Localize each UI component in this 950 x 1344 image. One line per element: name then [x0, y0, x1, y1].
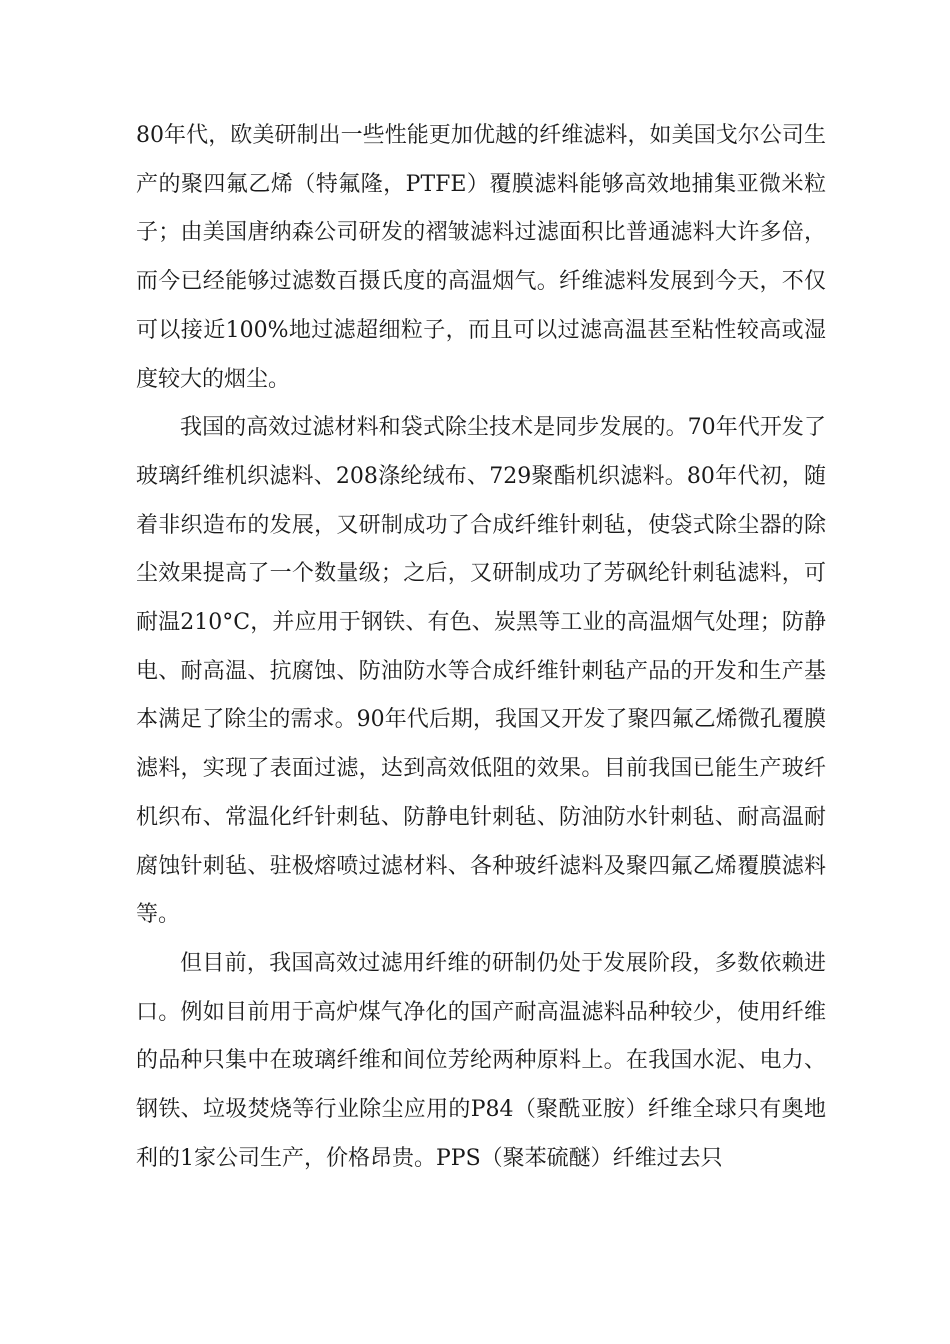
paragraph-2: 我国的高效过滤材料和袋式除尘技术是同步发展的。70年代开发了玻璃纤维机织滤料、208涤纶绒布、729聚酯机织滤料。80年代初，随着非织造布的发展，又研制成功了合成纤维针刺毡，使袋式除尘器的除尘效果提高了一个数量级；之后，又研制成功了芳砜纶针刺毡滤料，可耐温210°C，并应用于钢铁、有色、炭黑等工业的高温烟气处理；防静电、耐高温、抗腐蚀、防油防水等合成纤维针刺毡产品的开发和生产基本满足了除尘的需求。90年代后期，我国又开发了聚四氟乙烯微孔覆膜滤料，实现了表面过滤，达到高效低阻的效果。目前我国已能生产玻纤机织布、常温化纤针刺毡、防静电针刺毡、防油防水针刺毡、耐高温耐腐蚀针刺毡、驻极熔喷过滤材料、各种玻纤滤料及聚四氟乙烯覆膜滤料等。 [136, 415, 826, 928]
document-body [136, 112, 826, 1183]
paragraph-1: 80年代，欧美研制出一些性能更加优越的纤维滤料，如美国戈尔公司生产的聚四氟乙烯（特氟隆，PTFE）覆膜滤料能够高效地捕集亚微米粒子；由美国唐纳森公司研发的褶皱滤料过滤面积比普通滤料大许多倍，而今已经能够过滤数百摄氏度的高温烟气。纤维滤料发展到今天，不仅可以接近100%地过滤超细粒子，而且可以过滤高温甚至粘性较高或湿度较大的烟尘。 [136, 123, 826, 392]
paragraph-3: 但目前，我国高效过滤用纤维的研制仍处于发展阶段，多数依赖进口。例如目前用于高炉煤气净化的国产耐高温滤料品种较少，使用纤维的品种只集中在玻璃纤维和间位芳纶两种原料上。在我国水泥、电力、钢铁、垃圾焚烧等行业除尘应用的P84（聚酰亚胺）纤维全球只有奥地利的1家公司生产，价格昂贵。PPS（聚苯硫醚）纤维过去只 [136, 950, 826, 1171]
